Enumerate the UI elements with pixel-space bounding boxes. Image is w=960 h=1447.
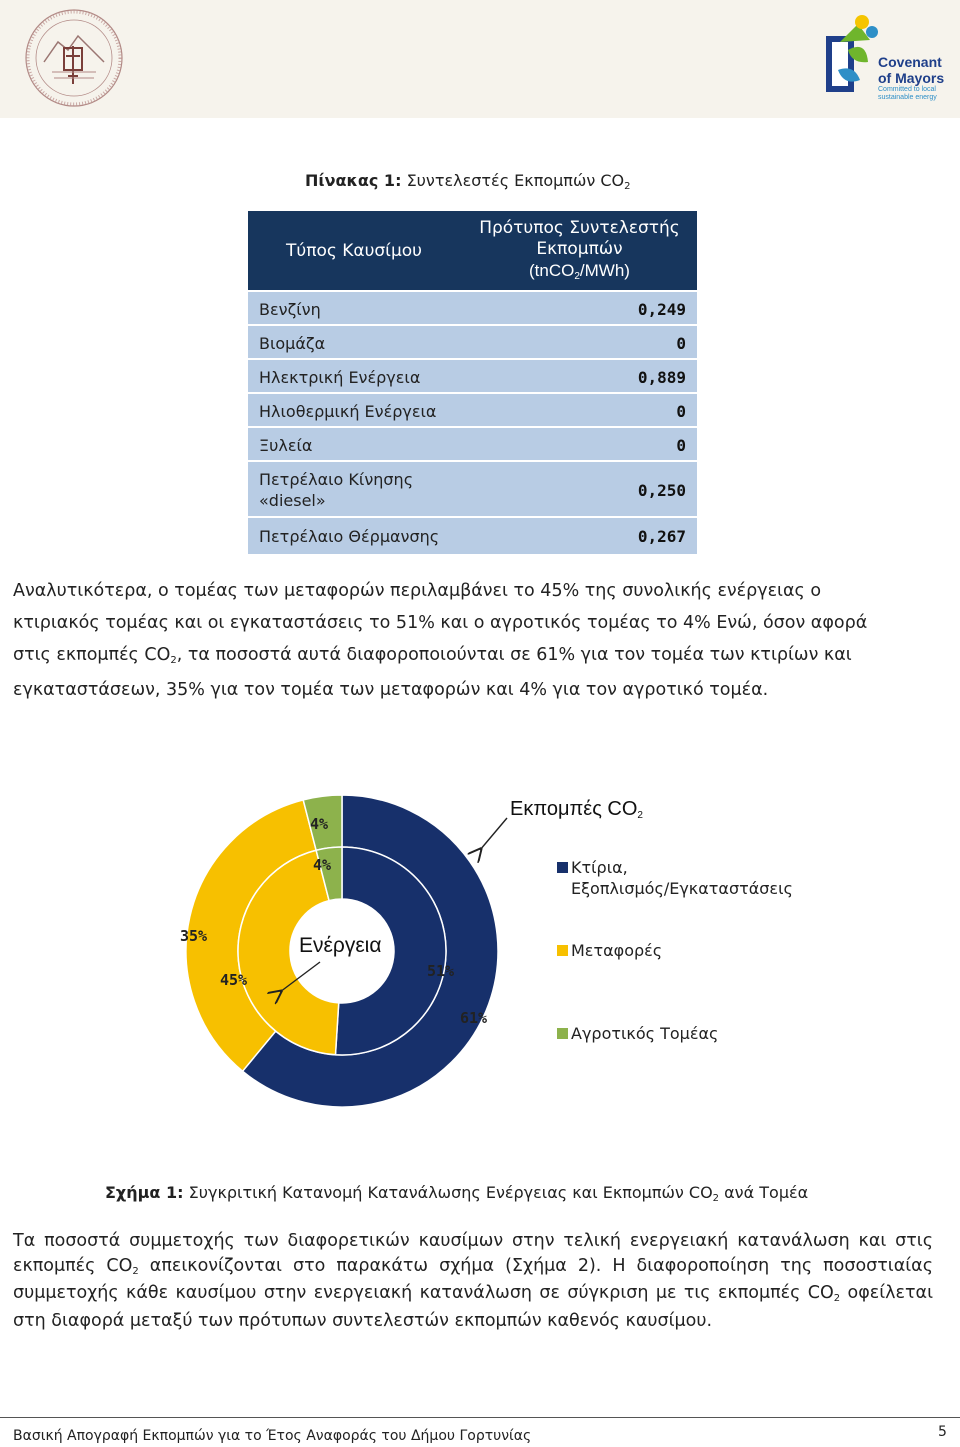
inner-transport-label: 45% bbox=[220, 971, 248, 989]
fuel-name bbox=[259, 462, 413, 518]
table-row bbox=[248, 358, 697, 394]
legend-label-agriculture: Αγροτικός Τομέας bbox=[571, 1024, 719, 1043]
fuel-factor: 0,889 bbox=[637, 367, 686, 387]
table-row bbox=[248, 290, 697, 326]
legend-label-transport: Μεταφορές bbox=[571, 941, 663, 960]
table-caption-prefix: Πίνακας 1: bbox=[305, 171, 402, 190]
table-caption-subscript: 2 bbox=[624, 181, 631, 192]
legend-swatch-transport bbox=[557, 945, 568, 956]
outer-transport-label: 35% bbox=[180, 927, 208, 945]
logo-text-covenant: Covenant bbox=[878, 54, 942, 70]
fuel-name: Βιομάζα bbox=[259, 333, 326, 353]
chart-inner-label: Ενέργεια bbox=[299, 934, 382, 957]
fuel-factor: 0 bbox=[676, 401, 686, 421]
outer-agri-label: 4% bbox=[310, 815, 329, 833]
figure-caption-text: Συγκριτική Κατανομή Κατανάλωσης Ενέργειας και Εκπομπών CO2 ανά Τομέα bbox=[188, 1183, 809, 1204]
figure-caption-prefix: Σχήμα 1: bbox=[105, 1183, 184, 1202]
fuel-factor: 0 bbox=[676, 435, 686, 455]
fuel-name: Ξυλεία bbox=[259, 435, 313, 455]
header-emission-factor bbox=[462, 211, 697, 290]
emissions-pointer-arrow bbox=[480, 818, 507, 850]
header-emission-line1: Πρότυπος Συντελεστής bbox=[479, 217, 680, 238]
sector-donut-chart bbox=[0, 780, 960, 1160]
table-row bbox=[248, 516, 697, 554]
fuels-paragraph: Τα ποσοστά συμμετοχής των διαφορετικών καυσίμων στην τελική ενεργειακή κατανάλωση και στις εκπομπές CO2 απεικονίζονται στο παρακάτω σχήμα (Σχήμα 2). Η διαφοροποίηση της ποσοστιαίας συμμετοχής κάθε καυσίμου στην ενεργειακή κατανάλωση σε σύγκριση με τις εκπομπές CO2 οφείλεται στη διαφορά μεταξύ των πρότυπων συντελεστών εκπομπών καθενός καυσίμου. bbox=[13, 1231, 933, 1331]
paragraph-line: Αναλυτικότερα, ο τομέας των μεταφορών περιλαμβάνει το 45% της συνολικής ενέργειας ο bbox=[13, 581, 822, 601]
footer-divider bbox=[0, 1417, 960, 1418]
page-header bbox=[0, 0, 960, 118]
fuel-name-line1: Πετρέλαιο Κίνησης bbox=[259, 470, 414, 489]
paragraph-line: εγκαταστάσεων, 35% για τον τομέα των μεταφορών και 4% για τον αγροτικό τομέα. bbox=[13, 680, 769, 700]
chart-title: Εκπομπές CO2 bbox=[510, 798, 643, 821]
fuel-factor: 0,267 bbox=[637, 526, 686, 546]
footer-title: Βασική Απογραφή Εκπομπών για το Έτος Αναφοράς του Δήμου Γορτυνίας bbox=[13, 1428, 532, 1444]
table-row bbox=[248, 460, 697, 518]
outer-buildings-label: 61% bbox=[460, 1009, 488, 1027]
header-fuel-type: Τύπος Καυσίμου bbox=[285, 240, 422, 261]
figure-caption bbox=[105, 1183, 808, 1202]
logo-text-of-mayors: of Mayors bbox=[878, 70, 945, 86]
inner-buildings-label: 51% bbox=[427, 962, 455, 980]
table-row bbox=[248, 392, 697, 428]
fuel-factor: 0 bbox=[676, 333, 686, 353]
fuel-factor: 0,249 bbox=[637, 299, 686, 319]
fuel-name: Πετρέλαιο Θέρμανσης bbox=[259, 526, 440, 546]
table-header bbox=[248, 211, 697, 290]
fuel-name: Ηλεκτρική Ενέργεια bbox=[259, 367, 421, 387]
legend-label-buildings-2: Εξοπλισμός/Εγκαταστάσεις bbox=[571, 879, 793, 898]
legend-label-buildings-1: Κτίρια, bbox=[571, 858, 628, 877]
legend-swatch-agriculture bbox=[557, 1028, 568, 1039]
municipality-seal-icon bbox=[22, 6, 126, 110]
fuel-name: Βενζίνη bbox=[259, 299, 321, 319]
inner-agri-label: 4% bbox=[313, 856, 332, 874]
table-row bbox=[248, 324, 697, 360]
table-caption-text: Συντελεστές Εκπομπών CO bbox=[406, 171, 625, 190]
paragraph-line: κτιριακός τομέας και οι εγκαταστάσεις το 51% και ο αγροτικός τομέας το 4% Ενώ, όσον αφορά bbox=[13, 613, 868, 633]
header-emission-unit: (tnCO2/MWh) bbox=[529, 260, 630, 282]
page-number: 5 bbox=[938, 1424, 947, 1440]
logo-tagline-2: sustainable energy bbox=[878, 94, 937, 101]
fuel-name: Ηλιοθερμική Ενέργεια bbox=[259, 401, 437, 421]
fuel-name-line2: «diesel» bbox=[259, 491, 326, 510]
table-caption bbox=[305, 171, 631, 190]
header-emission-line2: Εκπομπών bbox=[536, 238, 623, 259]
legend-swatch-buildings bbox=[557, 862, 568, 873]
table-row bbox=[248, 426, 697, 462]
fuel-factor: 0,250 bbox=[637, 480, 686, 500]
analysis-paragraph bbox=[13, 575, 933, 706]
paragraph-line: στις εκπομπές CO2, τα ποσοστά αυτά διαφοροποιούνται σε 61% για τον τομέα των κτιρίων και bbox=[13, 645, 852, 666]
logo-tagline-1: Committed to local bbox=[878, 86, 936, 93]
